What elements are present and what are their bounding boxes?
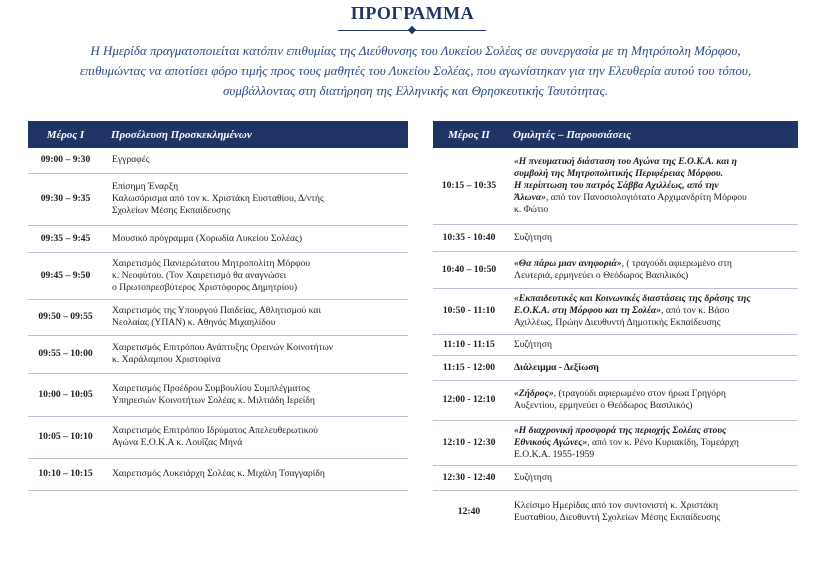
event-text: Ευσταθίου, Διευθυντή Σχολείων Μέσης Εκπαίδευσης: [514, 512, 721, 524]
diamond-icon: [408, 26, 416, 34]
event-text: Χαιρετισμός Επιτρόπου Ιδρύματος Απελευθερωτικού: [112, 425, 318, 436]
speaker-text: Αχιλλέως, Πρώην Διευθυντή Δημοτικής Εκπαίδευσης: [514, 317, 721, 328]
part-heading: Προσέλευση Προσκεκλημένων: [103, 121, 408, 148]
intro-line: επιθυμώντας να αποτίσει φόρο τιμής προς τους μαθητές του Λυκείου Σολέας, που αγωνίστηκαν για την Ελευθερία αυτού του τόπου,: [79, 63, 752, 78]
event-description: [505, 251, 798, 288]
time-slot: 12:10 - 12:30: [433, 420, 505, 465]
time-slot: 10:15 – 10:35: [433, 148, 505, 224]
time-slot: 10:10 – 10:15: [28, 458, 103, 490]
event-text: Χαιρετισμός Πανιερώτατου Μητροπολίτη Μόρφου: [112, 257, 311, 269]
table-row: [28, 416, 408, 458]
page-title: ΠΡΟΓΡΑΜΜΑ: [350, 3, 475, 23]
event-text: Κλείσιμο Ημερίδας από τον συντονιστή κ. Χριστάκη: [514, 500, 719, 512]
event-description: [103, 373, 408, 416]
event-text: Υπηρεσιών Κοινοτήτων Σολέας κ. Μιλτιάδη Ιερείδη: [112, 394, 315, 406]
event-text: Αυξεντίου, ερμηνεύει ο Θεόδωρος Βασιλικός): [514, 400, 693, 411]
speaker-text: Ε.Ο.Κ.Α. 1955-1959: [514, 448, 595, 460]
time-slot: 10:40 – 10:50: [433, 251, 505, 288]
intro-line: Η Ημερίδα πραγματοποιείται κατόπιν επιθυμίας της Διεύθυνσης του Λυκείου Σολέας σε συνεργασία με τη Μητρόπολη Μόρφου,: [90, 43, 741, 58]
event-text: ο Πρωτοπρεσβύτερος Χριστόφορος Δημητρίου): [112, 281, 298, 293]
event-description: [103, 335, 408, 373]
speaker-text: , από τον κ. Βάσο: [661, 305, 730, 316]
event-description: [505, 224, 798, 251]
table-row: [433, 251, 798, 288]
event-text: Χαιρετισμός Επιτρόπου Ανάπτυξης Ορεινών Κοινοτήτων: [112, 342, 334, 353]
table-row: [28, 458, 408, 490]
speaker-text: , από τον κ. Ρένο Κυριακίδη, Τομεάρχη: [587, 436, 739, 448]
event-text: Σχολείων Μέσης Εκπαίδευσης: [112, 205, 231, 216]
event-text: Επίσημη Έναρξη: [112, 181, 179, 192]
table-row: [28, 299, 408, 335]
event-text: Χαιρετισμός Λυκειάρχη Σολέας κ. Μιχάλη Τσαγγαρίδη: [112, 468, 325, 479]
time-slot: 09:00 – 9:30: [28, 148, 103, 173]
event-description: [505, 148, 798, 224]
event-text: Νεολαίας (ΥΠΑΝ) κ. Αθηνάς Μιχαηλίδου: [112, 317, 276, 328]
table-row: [433, 355, 798, 380]
table-row: [433, 334, 798, 355]
event-description: [103, 173, 408, 225]
event-text: Λευτεριά, ερμηνεύει ο Θεόδωρος Βασιλικός): [514, 269, 689, 281]
time-slot: 09:50 – 09:55: [28, 299, 103, 335]
intro-paragraph: [30, 41, 801, 101]
song-title: «Ζήδρος»: [514, 388, 554, 399]
table-row: [28, 252, 408, 299]
table-row: [433, 490, 798, 534]
talk-title: Η περίπτωση του πατρός Σάββα Αχιλλέως, από την: [514, 179, 719, 191]
break-label: Διάλειμμα - Δεξίωση: [514, 361, 599, 373]
talk-title: «Εκπαιδευτικές και Κοινωνικές διαστάσεις της δράσης της: [514, 293, 751, 304]
table-header: [28, 121, 408, 148]
event-text: Συζήτηση: [514, 231, 553, 243]
table-row: [433, 380, 798, 420]
talk-title: «Η διαχρονική προσφορά της περιοχής Σολέας στους: [514, 424, 727, 436]
intro-line: συμβάλλοντας στη διατήρηση της Ελληνικής και Θρησκευτικής Ταυτότητας.: [222, 83, 609, 98]
table-row: [28, 335, 408, 373]
part-label: Μέρος ΙΙ: [433, 121, 505, 148]
event-text: Αγώνα Ε.Ο.Κ.Α κ. Λουΐζας Μηνά: [112, 437, 243, 448]
event-description: [103, 299, 408, 335]
talk-title: Άλωνα»: [514, 191, 546, 203]
time-slot: 11:15 - 12:00: [433, 355, 505, 380]
event-description: [103, 148, 408, 173]
event-text: κ. Νεοφύτου. (Τον Χαιρετισμό θα αναγνώσει: [112, 269, 287, 281]
time-slot: 12:30 - 12:40: [433, 465, 505, 490]
event-description: [505, 490, 798, 534]
part-label: Μέρος Ι: [28, 121, 103, 148]
table-row: [433, 148, 798, 224]
time-slot: 10:00 – 10:05: [28, 373, 103, 416]
event-description: [505, 334, 798, 355]
time-slot: 10:35 - 10:40: [433, 224, 505, 251]
time-slot: 10:05 – 10:10: [28, 416, 103, 458]
time-slot: 09:45 – 9:50: [28, 252, 103, 299]
event-text: Συζήτηση: [514, 338, 553, 350]
event-text: Συζήτηση: [514, 471, 553, 483]
program-table-part-1: [28, 121, 408, 491]
time-slot: 11:10 - 11:15: [433, 334, 505, 355]
event-description: [103, 458, 408, 490]
event-text: , ( τραγούδι αφιερωμένο στη: [621, 257, 732, 269]
time-slot: 09:35 – 9:45: [28, 225, 103, 252]
table-row: [28, 373, 408, 416]
table-row: [28, 173, 408, 225]
event-description: [505, 355, 798, 380]
event-description: [505, 288, 798, 334]
event-text: Καλωσόρισμα από τον κ. Χριστάκη Ευσταθίου, Δ/ντής: [112, 193, 324, 204]
table-row: [433, 288, 798, 334]
time-slot: 12:00 - 12:10: [433, 380, 505, 420]
time-slot: 12:40: [457, 506, 481, 518]
speaker-text: κ. Φώτιο: [514, 203, 549, 215]
time-slot: 09:55 – 10:00: [28, 335, 103, 373]
event-description: [103, 416, 408, 458]
event-text: Μουσικό πρόγραμμα (Χορωδία Λυκείου Σολέας): [112, 232, 303, 244]
event-text: Χαιρετισμός Προέδρου Συμβουλίου Συμπλέγματος: [112, 382, 310, 394]
event-text: κ. Χαράλαμπου Χριστοφίνα: [112, 354, 221, 365]
part-heading: Ομιλητές – Παρουσιάσεις: [505, 121, 798, 148]
song-title: «Θα πάρω μιαν ανηφοριά»: [514, 257, 622, 269]
event-text: , (τραγούδι αφιερωμένο στον ήρωα Γρηγόρη: [553, 388, 726, 399]
event-description: [103, 252, 408, 299]
speaker-text: , από τον Πανοσιολογιότατο Αρχιμανδρίτη Μόρφου: [545, 191, 747, 203]
event-text: Εγγραφές: [112, 154, 150, 166]
talk-title: «Η πνευματική διάσταση του Αγώνα της Ε.Ο.Κ.Α. και η: [514, 155, 737, 167]
event-text: Χαιρετισμός της Υπουργού Παιδείας, Αθλητισμού και: [112, 305, 322, 316]
program-table-part-2: [433, 121, 798, 534]
event-description: [505, 420, 798, 465]
talk-title: Ε.Ο.Κ.Α. στη Μόρφου και τη Σολέα»: [514, 305, 662, 316]
table-row: [433, 420, 798, 465]
time-slot: 09:30 – 9:35: [28, 173, 103, 225]
table-header: [433, 121, 798, 148]
time-slot: 10:50 - 11:10: [433, 288, 505, 334]
event-description: [505, 465, 798, 490]
talk-title: Εθνικούς Αγώνες»: [514, 436, 588, 448]
table-row: [433, 465, 798, 490]
event-description: [505, 380, 798, 420]
table-row: [433, 224, 798, 251]
talk-title: συμβολή της Μητροπολιτικής Περιφέρειας Μόρφου.: [514, 167, 723, 179]
table-row: [28, 225, 408, 252]
table-row: [28, 148, 408, 173]
event-description: [103, 225, 408, 252]
